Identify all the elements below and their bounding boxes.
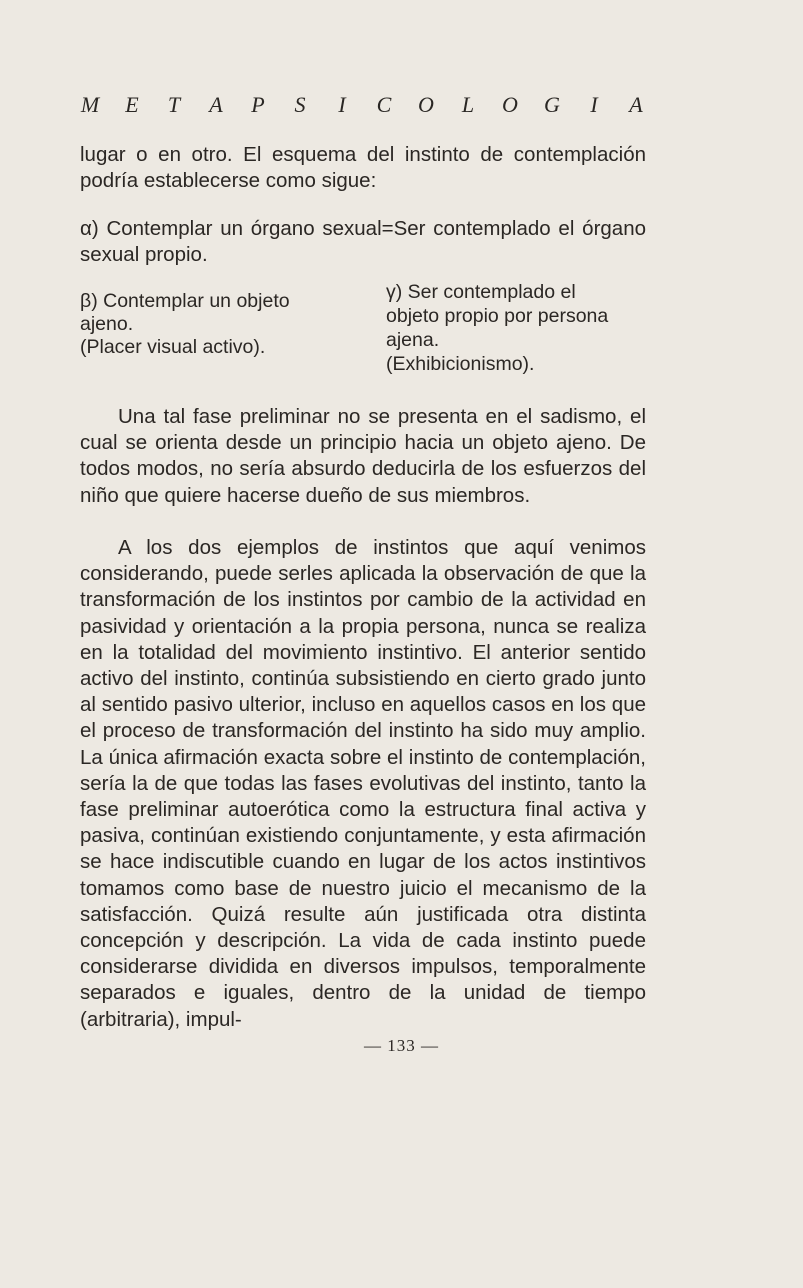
page-number: — 133 — bbox=[364, 1036, 439, 1055]
running-head-letter: E bbox=[125, 92, 139, 117]
beta-line-3: (Placer visual activo). bbox=[80, 336, 266, 359]
running-head-letter: M bbox=[80, 92, 100, 117]
body-paragraph-2: A los dos ejemplos de instintos que aquí venimos considerando, puede serles aplicada la observación de que la transformación de los instintos por cambio de la actividad en pasividad y orientación a la propia persona, nunca se realiza en la totalidad del movimiento instintivo. El anterior sentido activo del instinto, continúa subsistiendo en cierto grado junto al sentido pasivo ulterior, incluso en aquellos casos en los que el proceso de transformación del instinto ha sido muy amplio. La única afirmación exacta sobre el instinto de contemplación, sería la de que todas las fases evolutivas del instinto, tanto la fase preliminar autoerótica como la estructura final activa y pasiva, continúan existiendo conjuntamente, y esta afirmación se hace indiscutible cuando en lugar de los actos instintivos tomamos como base de nuestro juicio el mecanismo de la satisfacción. Quizá resulte aún justificada otra distinta concepción y descripción. La vida de cada instinto puede considerarse dividida en diversos impulsos, temporalmente separados e iguales, dentro de la unidad de tiempo (arbitraria), impul- bbox=[80, 536, 646, 1031]
gamma-line-3: ajena. bbox=[386, 329, 440, 351]
running-head-letter: A bbox=[629, 92, 643, 117]
running-head-letter: L bbox=[461, 92, 475, 117]
gamma-line-4: (Exhibicionismo). bbox=[386, 353, 535, 375]
gamma-line-2: objeto propio por persona bbox=[386, 305, 609, 327]
body-paragraph-1: Una tal fase preliminar no se presenta en el sadismo, el cual se orienta desde un principio hacia un objeto ajeno. De todos modos, no sería absurdo deducirla de los esfuerzos del niño que quiere hacerse dueño de sus miembros. bbox=[80, 405, 646, 507]
beta-scheme-column bbox=[80, 290, 372, 360]
running-head bbox=[80, 92, 646, 118]
running-head-letter: T bbox=[167, 92, 181, 117]
running-head-letter: C bbox=[376, 92, 392, 117]
alpha-scheme-line: α) Contemplar un órgano sexual=Ser contemplado el órgano sexual propio. bbox=[80, 217, 646, 267]
gamma-scheme-column bbox=[386, 280, 652, 376]
running-head-letter: A bbox=[209, 92, 223, 117]
running-head-letter: P bbox=[251, 92, 265, 117]
running-head-letter: I bbox=[338, 92, 346, 117]
beta-line-2: ajeno. bbox=[80, 313, 134, 336]
running-head-letter: O bbox=[502, 92, 518, 117]
beta-line-1: β) Contemplar un objeto bbox=[80, 290, 290, 312]
running-head-letter: S bbox=[294, 92, 306, 117]
running-head-letter: I bbox=[590, 92, 598, 117]
running-head-letter: O bbox=[418, 92, 434, 117]
gamma-line-1: γ) Ser contemplado el bbox=[386, 281, 576, 303]
running-head-letter: G bbox=[544, 92, 560, 117]
intro-paragraph: lugar o en otro. El esquema del instinto de contemplación podría establecerse como sigue: bbox=[80, 143, 646, 193]
